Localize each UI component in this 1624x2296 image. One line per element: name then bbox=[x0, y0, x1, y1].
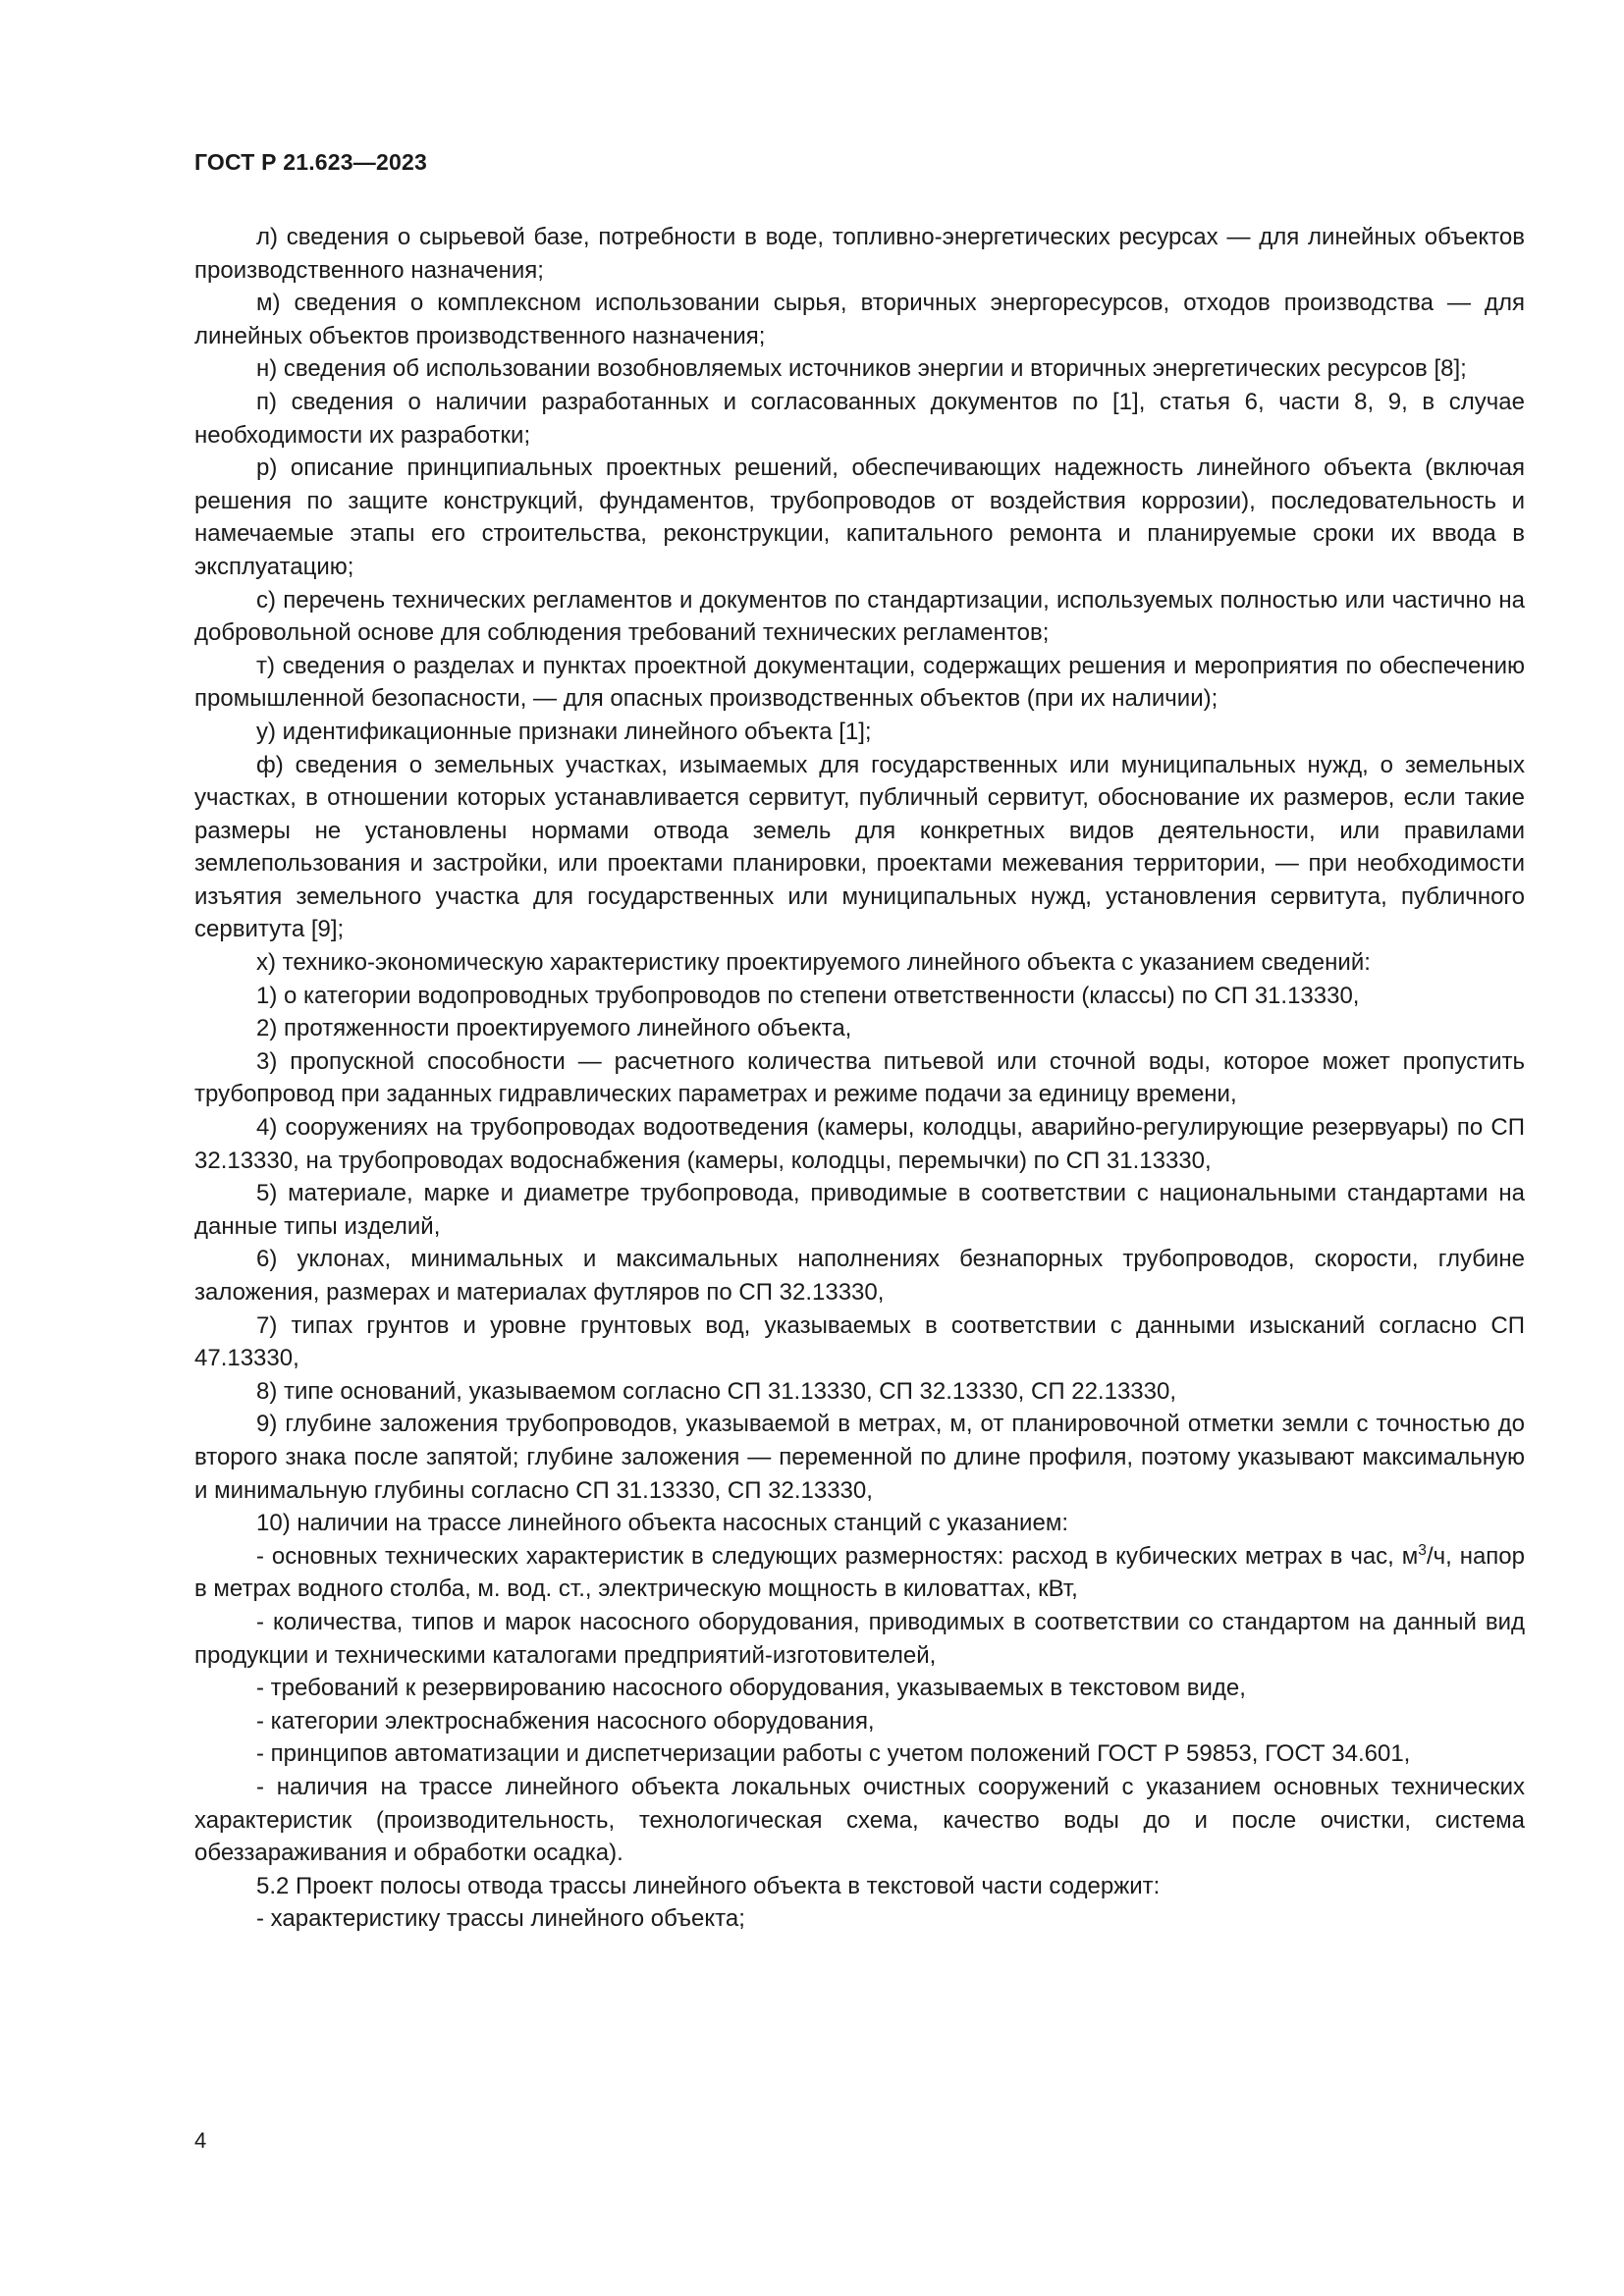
text-segment: /ч, напор в метрах водного столба, м. вод. ст., электрическую мощность в киловаттах, кВт, bbox=[194, 1542, 1525, 1603]
section-5-2: 5.2 Проект полосы отвода трассы линейного объекта в текстовой части содержит: bbox=[256, 1872, 1161, 1899]
paragraph-m: м) сведения о комплексном использовании сырья, вторичных энергоресурсов, отходов производства — для линейных объектов производственного назначения; bbox=[194, 290, 1525, 349]
paragraph-s: с) перечень технических регламентов и документов по стандартизации, используемых полностью или частично на добровольной основе для соблюдения требований технических регламентов; bbox=[194, 586, 1525, 647]
dash-item-power-category: - категории электроснабжения насосного оборудования, bbox=[256, 1707, 875, 1735]
list-item-9: 9) глубине заложения трубопроводов, указываемой в метрах, м, от планировочной отметки земли с точностью до второго знака после запятой; глубине заложения — переменной по длине профиля, поэтому указывают максимальную и минимальную глубины согласно СП 31.13330, СП 32.13330, bbox=[194, 1411, 1525, 1504]
list-item-4: 4) сооружениях на трубопроводах водоотведения (камеры, колодцы, аварийно-регулирующие резервуары) по СП 32.13330, на трубопроводах водоснабжения (камеры, колодцы, перемычки) по СП 31.13330, bbox=[194, 1114, 1525, 1174]
paragraph-kh: х) технико-экономическую характеристику проектируемого линейного объекта с указанием сведений: bbox=[256, 949, 1371, 977]
document-body bbox=[194, 221, 1525, 1936]
paragraph-n: н) сведения об использовании возобновляемых источников энергии и вторичных энергетических ресурсов [8]; bbox=[256, 355, 1467, 383]
dash-item-route: - характеристику трассы линейного объекта; bbox=[256, 1905, 745, 1933]
paragraph-t: т) сведения о разделах и пунктах проектной документации, содержащих решения и мероприятия по обеспечению промышленной безопасности, — для опасных производственных объектов (при их наличии); bbox=[194, 652, 1525, 713]
list-item-6: 6) уклонах, минимальных и максимальных наполнениях безнапорных трубопроводов, скорости, глубине заложения, размерах и материалах футляров по СП 32.13330, bbox=[194, 1246, 1525, 1306]
dash-item-reservation: - требований к резервированию насосного оборудования, указываемых в текстовом виде, bbox=[256, 1675, 1246, 1702]
paragraph-l: л) сведения о сырьевой базе, потребности в воде, топливно-энергетических ресурсах — для линейных объектов производственного назначения; bbox=[194, 224, 1525, 284]
list-item-8: 8) типе оснований, указываемом согласно СП 31.13330, СП 32.13330, СП 22.13330, bbox=[256, 1377, 1177, 1405]
list-item-10: 10) наличии на трассе линейного объекта насосных станций с указанием: bbox=[256, 1510, 1068, 1537]
list-item-7: 7) типах грунтов и уровне грунтовых вод, указываемых в соответствии с данными изысканий согласно СП 47.13330, bbox=[194, 1311, 1525, 1372]
paragraph-p: п) сведения о наличии разработанных и согласованных документов по [1], статья 6, части 8, 9, в случае необходимости их разработки; bbox=[194, 388, 1525, 449]
page-number: 4 bbox=[194, 2128, 207, 2153]
paragraph-f: ф) сведения о земельных участках, изымаемых для государственных или муниципальных нужд, о земельных участках, в отношении которых устанавливается сервитут, публичный сервитут, обоснование их размеров, если такие размеры не установлены нормами отвода земель для конкретных видов деятельности, или правилами землепользования и застройки, или проектами планировки, проектами межевания территории, — при необходимости изъятия земельного участка для государственных или муниципальных нужд, установления сервитута, публичного сервитута [9]; bbox=[194, 751, 1525, 943]
list-item-1: 1) о категории водопроводных трубопроводов по степени ответственности (классы) по СП 31.13330, bbox=[256, 982, 1360, 1009]
list-item-5: 5) материале, марке и диаметре трубопровода, приводимые в соответствии с национальными стандартами на данные типы изделий, bbox=[194, 1180, 1525, 1240]
dash-item-treatment: - наличия на трассе линейного объекта локальных очистных сооружений с указанием основных технических характеристик (производительность, технологическая схема, качество воды до и после очистки, система обеззараживания и обработки осадка). bbox=[194, 1773, 1525, 1867]
superscript: 3 bbox=[1418, 1541, 1427, 1559]
document-header: ГОСТ Р 21.623—2023 bbox=[194, 149, 427, 175]
dash-item-pump-characteristics bbox=[194, 1540, 1525, 1606]
dash-item-pump-equipment: - количества, типов и марок насосного оборудования, приводимых в соответствии со стандартом на данный вид продукции и техническими каталогами предприятий-изготовителей, bbox=[194, 1608, 1525, 1669]
text-segment: - основных технических характеристик в следующих размерностях: расход в кубических метрах в час, м bbox=[256, 1542, 1419, 1570]
list-item-3: 3) пропускной способности — расчетного количества питьевой или сточной воды, которое может пропустить трубопровод при заданных гидравлических параметрах и режиме подачи за единицу времени, bbox=[194, 1047, 1525, 1108]
paragraph-u: у) идентификационные признаки линейного объекта [1]; bbox=[256, 718, 872, 745]
dash-item-automation: - принципов автоматизации и диспетчеризации работы с учетом положений ГОСТ Р 59853, ГОСТ 34.601, bbox=[256, 1740, 1411, 1768]
paragraph-r: р) описание принципиальных проектных решений, обеспечивающих надежность линейного объекта (включая решения по защите конструкций, фундаментов, трубопроводов от воздействия коррозии), последовательность и намечаемые этапы его строительства, реконструкции, капитального ремонта и планируемые сроки их ввода в эксплуатацию; bbox=[194, 454, 1525, 580]
list-item-2: 2) протяженности проектируемого линейного объекта, bbox=[256, 1015, 852, 1042]
